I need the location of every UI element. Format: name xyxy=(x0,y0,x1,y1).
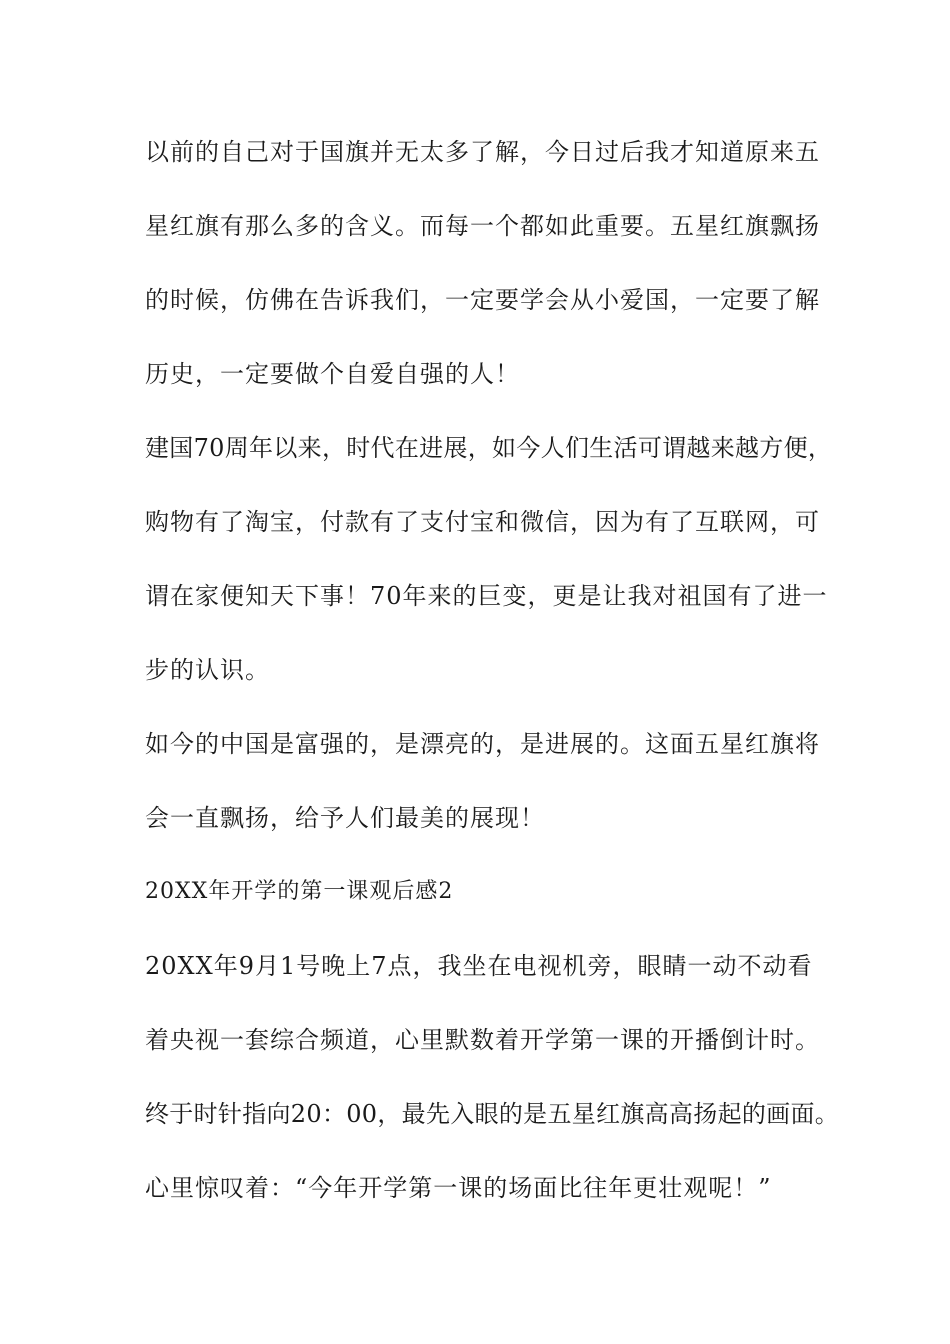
paragraph-line: 的时候，仿佛在告诉我们，一定要学会从小爱国，一定要了解 xyxy=(145,286,820,314)
section-heading: 20XX年开学的第一课观后感2 xyxy=(145,879,454,904)
paragraph-line: 终于时针指向20：00，最先入眼的是五星红旗高高扬起的画面。 xyxy=(145,1100,840,1128)
paragraph-line: 如今的中国是富强的，是漂亮的，是进展的。这面五星红旗将 xyxy=(145,730,820,758)
paragraph-line: 心里惊叹着：“今年开学第一课的场面比往年更壮观呢！” xyxy=(145,1174,772,1202)
paragraph-line: 购物有了淘宝，付款有了支付宝和微信，因为有了互联网，可 xyxy=(145,508,820,536)
paragraph-line: 会一直飘扬，给予人们最美的展现！ xyxy=(145,804,545,832)
paragraph-line: 20XX年9月1号晚上7点，我坐在电视机旁，眼睛一动不动看 xyxy=(145,952,813,980)
paragraph-line: 历史，一定要做个自爱自强的人！ xyxy=(145,360,520,388)
paragraph-line: 以前的自己对于国旗并无太多了解，今日过后我才知道原来五 xyxy=(145,138,820,166)
paragraph-line: 建国70周年以来，时代在进展，如今人们生活可谓越来越方便， xyxy=(145,434,833,462)
paragraph-line: 星红旗有那么多的含义。而每一个都如此重要。五星红旗飘扬 xyxy=(145,212,820,240)
paragraph-line: 谓在家便知天下事！70年来的巨变，更是让我对祖国有了进一 xyxy=(145,582,828,610)
paragraph-line: 步的认识。 xyxy=(145,656,270,684)
paragraph-line: 着央视一套综合频道，心里默数着开学第一课的开播倒计时。 xyxy=(145,1026,820,1054)
